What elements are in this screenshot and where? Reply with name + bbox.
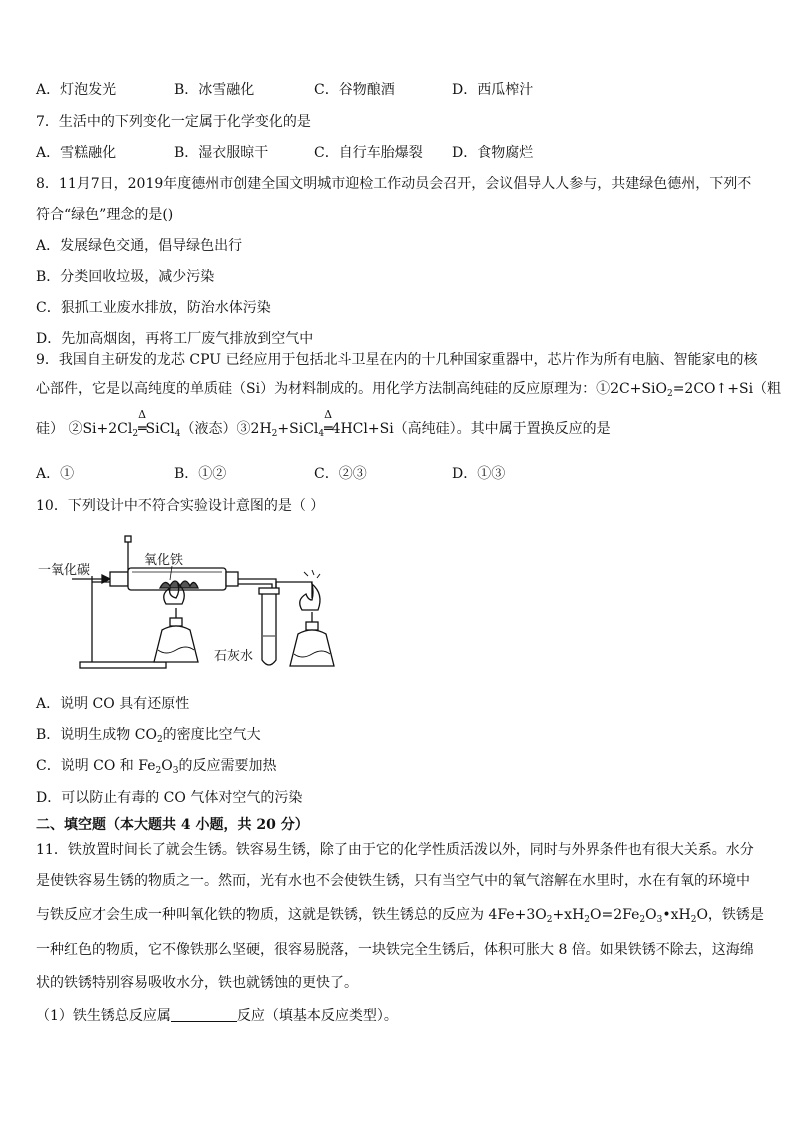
q8-option-d: D．先加高烟囱，再将工厂废气排放到空气中 [36, 331, 314, 347]
lamp-2-body [290, 630, 334, 666]
q11-sub1-text: （1）铁生锈总反应属 [36, 1008, 171, 1024]
label-carbon-monoxide: 一氧化碳 [38, 563, 91, 578]
exhaust-flame [300, 584, 320, 610]
q7-option-d: D．食物腐烂 [452, 145, 534, 161]
spark-3 [317, 574, 320, 578]
q11-line3-a: 与铁反应才会生成一种叫氧化铁的物质，这就是铁锈，铁生锈总的反应为 4Fe+3O [36, 907, 547, 923]
q8-stem-line2: 符合“绿色”理念的是() [36, 207, 174, 223]
q10-option-c-tail: 的反应需要加热 [178, 758, 277, 774]
q7-option-b: B．湿衣服晾干 [174, 145, 269, 161]
stopcock-top [125, 536, 131, 542]
q10-stem: 10．下列设计中不符合实验设计意图的是（ ） [36, 498, 325, 514]
label-limewater: 石灰水 [214, 649, 254, 664]
q6-option-c: C．谷物酿酒 [314, 82, 395, 98]
q10-option-c [36, 758, 276, 775]
answer-blank[interactable] [171, 1008, 237, 1022]
co-reduction-apparatus-figure [36, 532, 336, 680]
q11-line2: 是使铁容易生锈的物质之一。然而，光有水也不会使铁生锈，只有当空气中的氧气溶解在水里时，水在有氧的环境中 [36, 873, 750, 889]
q11-line4: 一种红色的物质，它不像铁那么坚硬，很容易脱落，一块铁完全生锈后，体积可胀大 8 倍。如果铁锈不除去，这海绵 [36, 942, 754, 958]
lamp-1-body [154, 626, 198, 662]
q9-line2-tail: =2CO↑+Si（粗 [672, 381, 782, 397]
q11-sub1-tail: 反应（填基本反应类型）。 [236, 1008, 398, 1024]
q11-sub-5: 2 [690, 915, 697, 925]
q9-stem-line2 [36, 381, 781, 398]
q10-option-b [36, 727, 261, 744]
q9-option-a: A．① [36, 466, 75, 482]
q9-stem-line1: 9．我国自主研发的龙芯 CPU 已经应用于包括北斗卫星在内的十几种国家重器中，芯片作为所有电脑、智能家电的核 [36, 352, 758, 368]
q8-stem-line1: 8．11月7日，2019年度德州市创建全国文明城市迎检工作动员会召开，会议倡导人人参与，共建绿色德州，下列不 [36, 176, 752, 192]
q9-delta-1: Δ [138, 408, 147, 421]
q9-equals-2: ═ [324, 421, 332, 437]
q11-line3-e: •xH [662, 907, 691, 923]
q7-option-a: A．雪糕融化 [36, 145, 117, 161]
q9-equals-1: ═ [138, 421, 146, 437]
q9-line2-text: 心部件，它是以高纯度的单质硅（Si）为材料制成的。用化学方法制高纯硅的反应原理为：①2C+SiO [36, 381, 667, 397]
q11-line3-d: O [645, 907, 657, 923]
q9-heat-sign-2 [324, 408, 333, 438]
q9-heat-sign-1 [138, 408, 147, 438]
q9-eq3-sub2: 4 [318, 429, 325, 439]
q9-eq2-sub2: 4 [174, 429, 181, 439]
q9-eq2-right: SiCl [145, 421, 175, 437]
q9-eq3-mid: +SiCl [277, 421, 319, 437]
right-stopper [226, 572, 238, 586]
q9-options [36, 466, 636, 486]
q10-option-b-tail: 的密度比空气大 [162, 727, 261, 743]
q7-option-c: C．自行车胎爆裂 [314, 145, 423, 161]
q8-option-b: B．分类回收垃圾，减少污染 [36, 269, 215, 285]
q10-option-a: A．说明 CO 具有还原性 [36, 696, 190, 712]
q9-option-c: C．②③ [314, 466, 367, 482]
q9-delta-2: Δ [324, 408, 333, 421]
q6-options [36, 82, 636, 102]
test-tube [262, 592, 276, 665]
q11-line1: 11．铁放置时间长了就会生锈。铁容易生锈，除了由于它的化学性质活泼以外，同时与外界条件也有很大关系。水分 [36, 842, 754, 858]
q11-sub-3: 2 [639, 915, 646, 925]
q9-line2-sub: 2 [666, 389, 673, 399]
spark-2 [312, 570, 314, 575]
q9-stem-line3 [36, 408, 611, 439]
q10-option-c-sub1: 2 [155, 766, 162, 776]
q9-option-b: B．①② [174, 466, 227, 482]
q9-eq3-left: （液态）③2H [180, 421, 272, 437]
q11-subquestion-1 [36, 1008, 398, 1025]
q10-option-c-text: C．说明 CO 和 Fe [36, 758, 156, 774]
q7-stem: 7．生活中的下列变化一定属于化学变化的是 [36, 114, 311, 130]
q9-eq3-sub1: 2 [271, 429, 278, 439]
lamp-2-neck [306, 622, 318, 630]
q10-option-d: D．可以防止有毒的 CO 气体对空气的污染 [36, 790, 303, 806]
label-iron-oxide: 氧化铁 [144, 553, 184, 568]
q6-option-d: D．西瓜榨汁 [452, 82, 534, 98]
q10-option-c-mid: O [161, 758, 173, 774]
q10-option-c-sub2: 3 [172, 766, 179, 776]
q6-option-a: A．灯泡发光 [36, 82, 117, 98]
q7-options [36, 145, 636, 165]
q11-line3-b: +xH [552, 907, 585, 923]
test-tube-stopper [259, 588, 279, 594]
spark-1 [304, 572, 308, 576]
q11-line3-c: O=2Fe [590, 907, 640, 923]
q11-sub-4: 3 [656, 915, 663, 925]
q10-option-b-sub: 2 [156, 735, 163, 745]
q9-eq2-left: 硅） ②Si+2Cl [36, 421, 133, 437]
section-heading-fill-in: 二、填空题（本大题共 4 小题，共 20 分） [36, 817, 309, 833]
q9-eq3-right: 4HCl+Si（高纯硅）。其中属于置换反应的是 [331, 421, 611, 437]
q9-eq2-sub1: 2 [132, 429, 139, 439]
q8-option-c: C．狠抓工业废水排放，防治水体污染 [36, 300, 271, 316]
lamp-1-neck [170, 618, 182, 626]
q6-option-b: B．冰雪融化 [174, 82, 255, 98]
stand-base [80, 662, 166, 668]
q8-option-a: A．发展绿色交通，倡导绿色出行 [36, 238, 243, 254]
left-stopper [110, 572, 128, 586]
q11-line5: 状的铁锈特别容易吸收水分，铁也就锈蚀的更快了。 [36, 975, 358, 991]
q11-sub-1: 2 [546, 915, 553, 925]
q11-sub-2: 2 [584, 915, 591, 925]
q10-option-b-text: B．说明生成物 CO [36, 727, 157, 743]
q11-line3 [36, 907, 764, 924]
q9-option-d: D．①③ [452, 466, 506, 482]
q11-line3-f: O，铁锈是 [696, 907, 764, 923]
